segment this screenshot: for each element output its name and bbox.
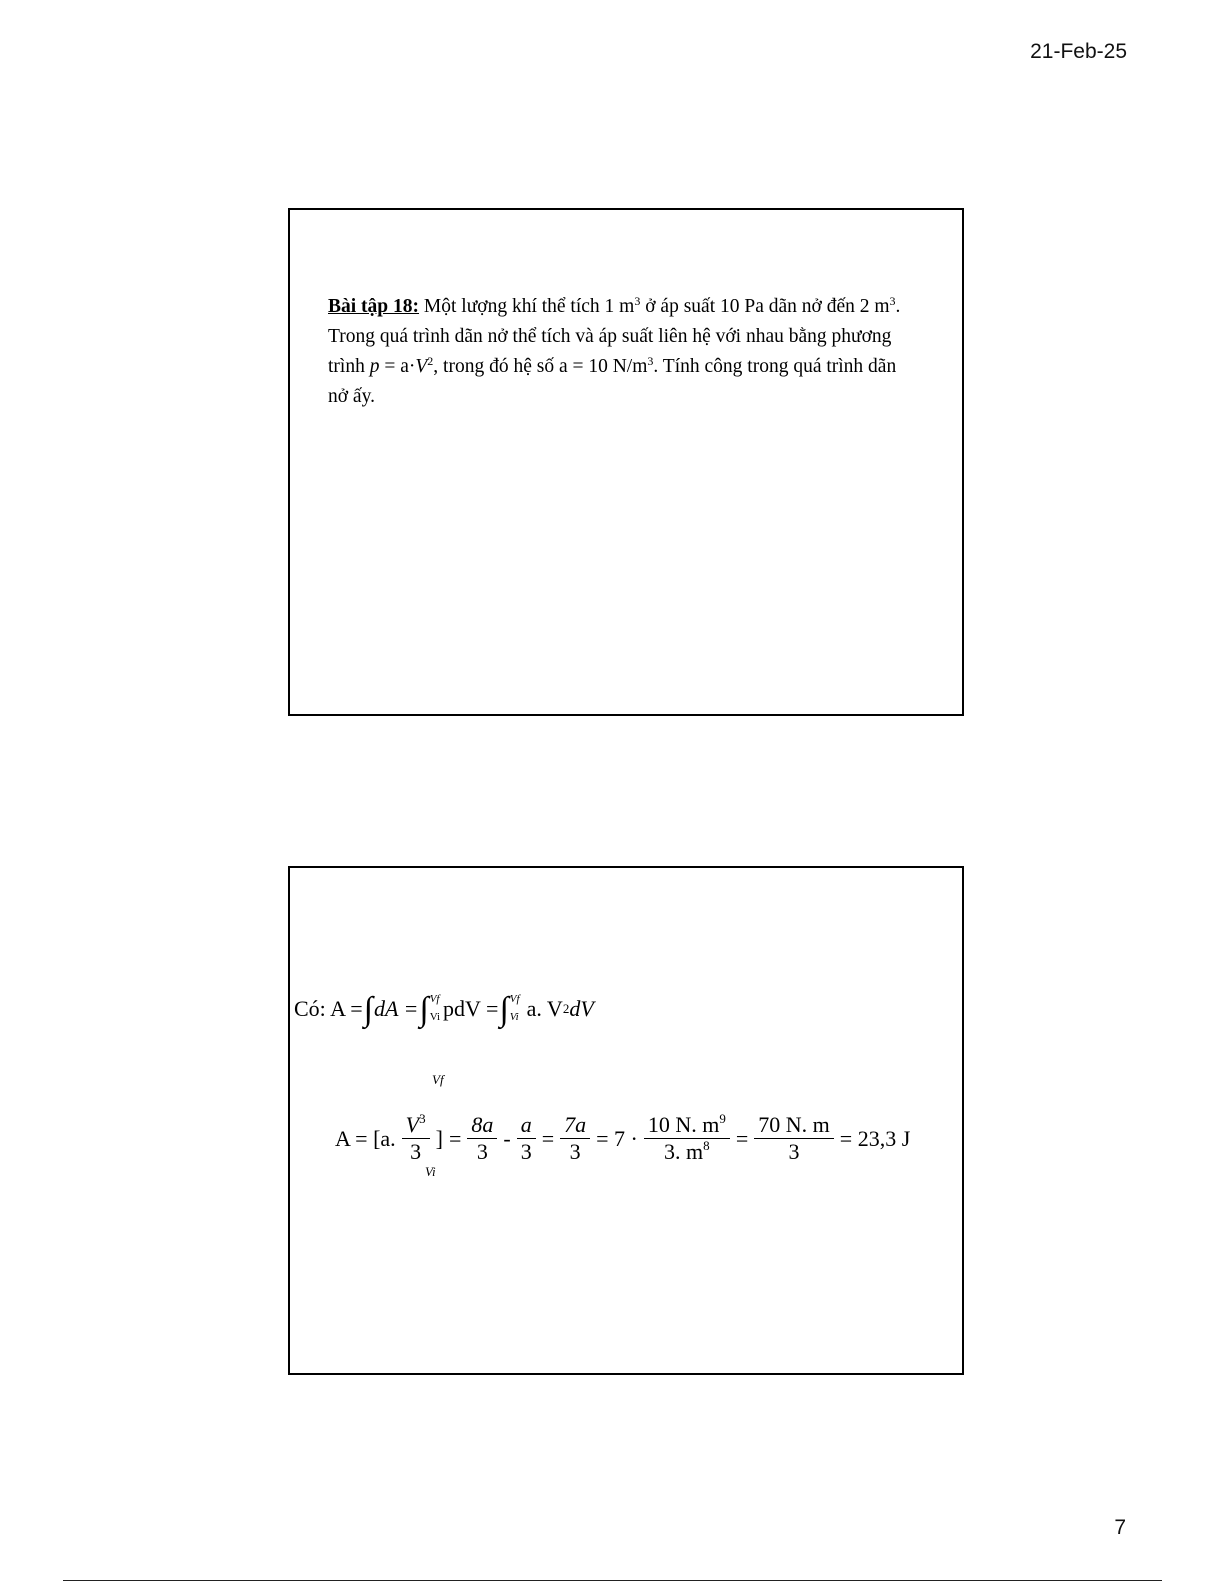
integral-symbol: ∫ [499,991,509,1028]
superscript: 3 [647,354,654,368]
header-date: 21-Feb-25 [1030,40,1127,63]
slide-solution [288,866,964,1375]
equation-lhs: A = [a. [335,1125,396,1151]
lower-limit: Vi [509,1011,519,1023]
differential-volume: dV [569,996,594,1021]
problem-title: Bài tập 18: [328,296,420,317]
fraction-8a-over-3 [467,1112,497,1165]
numerator: 8a [467,1112,497,1139]
differential-work: dA = [373,996,419,1021]
superscript: 2 [427,354,434,368]
integral-limits [429,992,441,1023]
problem-text-part: = a· [379,356,416,377]
problem-text-part: . Trong quá trình dãn nở thể tích và áp suất liên hệ với nhau bằng phương trình [328,296,901,377]
denominator-text: 3. m [664,1139,704,1164]
numerator: a [517,1112,536,1139]
equation-row [332,1112,913,1165]
fraction-a-over-3 [517,1112,536,1165]
slide-problem [288,208,964,716]
numerator [644,1112,730,1139]
equals-sign: = [541,1125,555,1151]
integral-symbol: ∫ [419,991,429,1028]
integral-limits [509,992,520,1023]
page-number: 7 [1114,1516,1126,1539]
integrand-pdv: pdV = [443,996,499,1021]
upper-limit: Vf [509,993,520,1005]
numerator: 7a [560,1112,590,1139]
superscript: 9 [719,1111,726,1126]
superscript: 8 [703,1138,710,1153]
integrand: a. V [526,996,563,1021]
equals-sign: = [735,1125,749,1151]
fraction-70nm-over-3 [754,1112,834,1165]
problem-text-part: , trong đó hệ số a = 10 N/m [433,356,648,377]
upper-limit: Vf [429,993,440,1005]
fraction-v3-over-3 [402,1112,430,1165]
superscript: 2 [562,1001,570,1016]
bottom-divider [63,1580,1162,1581]
denominator: 3 [476,1139,488,1164]
integral-symbol: ∫ [363,991,373,1028]
fraction-7a-over-3 [560,1112,590,1165]
equals-sign: = [448,1125,462,1151]
lower-limit: Vi [429,1011,441,1023]
work-integral-equation [294,990,594,1028]
superscript: 3 [889,294,896,308]
evaluation-upper-limit: Vf [432,1072,444,1087]
problem-text-part: Một lượng khí thể tích 1 m [419,296,635,317]
equation-lhs: Có: A = [294,996,363,1021]
numerator-text: 10 N. m [647,1112,720,1137]
bracket: ] [435,1125,443,1151]
numerator [402,1112,430,1139]
superscript: 3 [419,1111,426,1126]
denominator: 3 [788,1139,800,1164]
volume-symbol: V [415,356,428,377]
denominator [660,1139,714,1165]
numerator: 70 N. m [754,1112,834,1139]
denominator: 3 [569,1139,581,1164]
problem-text-part: . Tính công trong quá trình dãn nở ấy. [328,356,897,407]
denominator: 3 [410,1139,422,1164]
minus-sign: - [503,1125,511,1151]
equals-times-seven: = 7 · [596,1125,638,1151]
denominator: 3 [520,1139,532,1164]
evaluation-lower-limit: Vi [425,1164,436,1179]
final-result: = 23,3 J [839,1125,911,1151]
problem-text-part: ở áp suất 10 Pa dãn nở đến 2 m [640,296,890,317]
superscript: 3 [634,294,641,308]
numerator-text: V [405,1112,420,1137]
pressure-symbol: p [369,356,380,377]
problem-text [328,292,918,412]
fraction-units [644,1112,730,1165]
work-result-equation [332,1072,964,1179]
